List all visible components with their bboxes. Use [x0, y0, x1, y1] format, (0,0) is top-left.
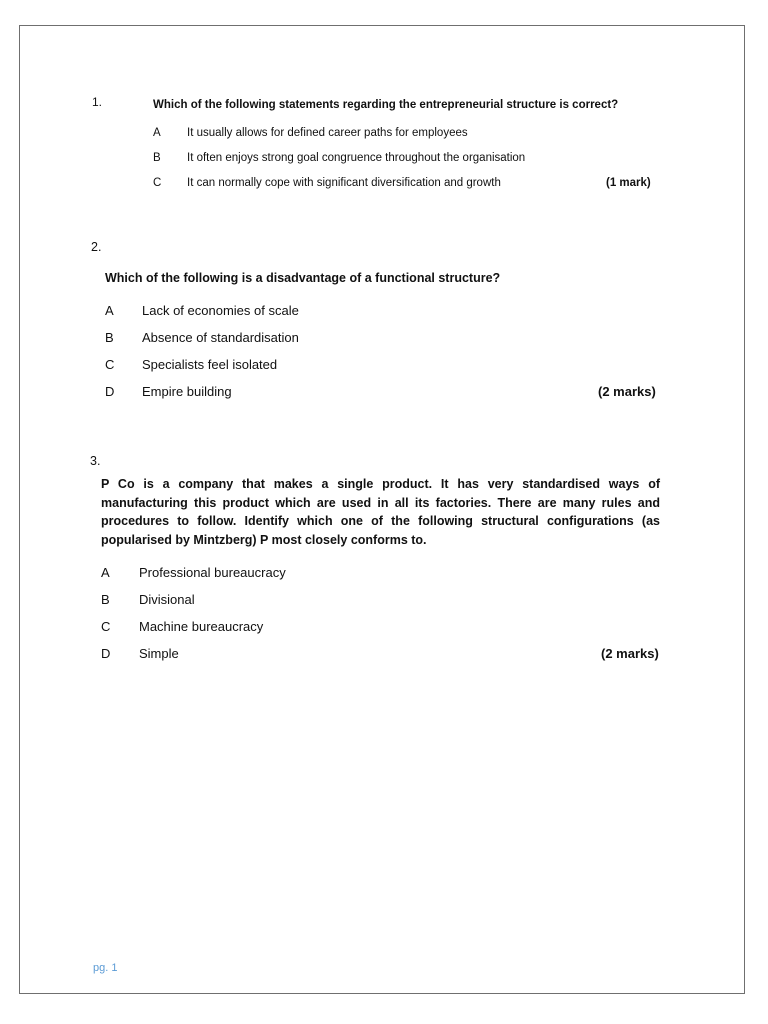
question-1-option-a-text: It usually allows for defined career paths for employees	[187, 127, 468, 139]
question-1-option-b-text: It often enjoys strong goal congruence throughout the organisation	[187, 152, 526, 164]
question-1-marks: (1 mark)	[606, 177, 651, 189]
question-3-marks: (2 marks)	[601, 646, 659, 661]
question-2-option-b-letter: B	[105, 330, 114, 345]
question-1-stem: Which of the following statements regarding the entrepreneurial structure is correct?	[153, 99, 619, 111]
question-3-option-d-text: Simple	[139, 646, 179, 661]
question-2-option-d-letter: D	[105, 384, 115, 399]
question-3-option-b-text: Divisional	[139, 592, 195, 607]
question-3-number: 3.	[90, 454, 101, 468]
question-2-number: 2.	[91, 240, 102, 254]
question-2-option-c-letter: C	[105, 357, 115, 372]
question-1-option-c-letter: C	[153, 177, 162, 189]
question-1-option-b-letter: B	[153, 152, 161, 164]
question-2-option-c-text: Specialists feel isolated	[142, 357, 278, 372]
question-1-option-a-letter: A	[153, 127, 161, 139]
question-3-option-d-letter: D	[101, 646, 111, 661]
question-2-option-a-text: Lack of economies of scale	[142, 303, 299, 318]
question-3-option-c-letter: C	[101, 619, 111, 634]
question-2-option-d-text: Empire building	[142, 384, 232, 399]
question-3-option-b-letter: B	[101, 592, 110, 607]
question-2-marks: (2 marks)	[598, 384, 656, 399]
question-2-option-b-text: Absence of standardisation	[142, 330, 299, 345]
page-number: pg. 1	[93, 962, 118, 974]
question-2-stem: Which of the following is a disadvantage of a functional structure?	[105, 271, 501, 285]
question-1-option-c-text: It can normally cope with significant diversification and growth	[187, 177, 501, 189]
question-2-option-a-letter: A	[105, 303, 114, 318]
question-1-number: 1.	[92, 95, 103, 109]
question-3-option-c-text: Machine bureaucracy	[139, 619, 264, 634]
question-3-option-a-letter: A	[101, 565, 110, 580]
question-3-stem: P Co is a company that makes a single product. It has very standardised ways of manufacturing this product which are used in all its factories. There are many rules and procedures to follow. Identify which one of the following structural configurations (as popularised by Mintzberg) P most closely conforms to.	[101, 477, 660, 547]
question-3-option-a-text: Professional bureaucracy	[139, 565, 286, 580]
